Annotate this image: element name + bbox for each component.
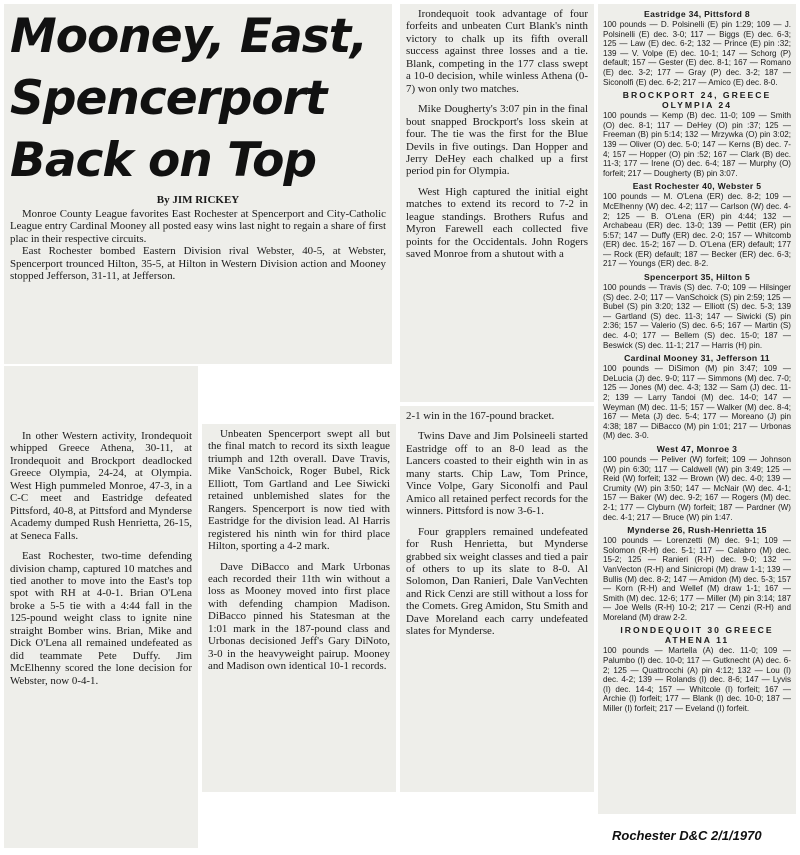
paragraph: East Rochester, two-time defending division champ, captured 10 matches and tied another to move into the East's top spot with RH at 4-0-1. Brian O'Lena broke a 5-5 tie with a 4:44 fall in the 125-pound weight class to ignite nine straight Bomber wins. Brian, Mike and Dick O'Lena all remained undefeated as did teammate Pete Duffy. Jim McElhenny scored the lone decision for Webster, now 0-4-1. [10,550,192,687]
box-score [603,90,791,178]
box-score-results: 100 pounds — M. O'Lena (ER) dec. 8-2; 109 — McElhenny (W) dec. 4-2; 117 — Carlson (W) dec. 4-2; 125 — B. O'Lena (ER) pin 4:44; 132 — Archabeau (ER) dec. 13-0; 139 — Pettit (ER) pin 5:57; 147 — Duffy (ER) dec. 2-0; 157 — Whitcomb (ER) dec. 15-2; 167 — D. O'Lena (ER) default; 177 — Rock (ER) default; 187 — Becker (ER) dec. 6-3; 217 — Youngs (ER) dec. 8-2. [603,192,791,269]
paragraph: 2-1 win in the 167-pound bracket. [406,410,555,422]
clipping-column-1 [4,366,198,848]
paragraph: Monroe County League favorites East Rochester at Spencerport and City-Catholic League entry Cardinal Mooney all posted easy wins last night to regain a share of first plac in their respective circuits. [10,208,386,245]
lead-paragraphs [4,208,392,283]
box-score-heading: East Rochester 40, Webster 5 [632,181,762,192]
box-score-heading: Spencerport 35, Hilton 5 [643,272,751,283]
paragraph: Mike Dougherty's 3:07 pin in the final bout snapped Brockport's loss skein at four. The tie was the first for the Blue Devils in five outings. Dan Hopper and Jerry DeHey each chalked up a first period pin for Olympia. [406,103,588,178]
paragraph: East Rochester bombed Eastern Division rival Webster, 40-5, at Webster, Spencerport trounced Hilton, 35-5, at Hilton in Western Division action and Mooney stopped Jefferson, 31-11, at Jefferson. [10,245,386,283]
box-score-heading: West 47, Monroe 3 [656,443,738,454]
headline-line-2: Spencerport [10,71,327,126]
byline: By JIM RICKEY [156,194,240,206]
box-score-results: 100 pounds — Kemp (B) dec. 11-0; 109 — Smith (O) dec. 8-1; 117 — DeHey (O) pin :37; 125 — Freeman (B) pin 5:14; 132 — Mrzywka (O) pin 3:02; 139 — Oliver (O) dec. 5-0; 147 — Kerns (B) dec. 7-4; 157 — Hopper (O) pin :52; 167 — Clark (B) dec. 11-3; 177 — Irene (O) dec. 6-4; 187 — Murphy (O) forfeit; 217 — Dougherty (B) pin 3:07. [603,111,791,178]
box-score-heading: Eastridge 34, Pittsford 8 [644,9,750,19]
box-score-heading: IRONDEQUOIT 30 GREECE ATHENA 11 [620,625,774,646]
box-score-results: 100 pounds — DiSimon (M) pin 3:47; 109 — DeLucia (J) dec. 9-0; 117 — Simmons (M) dec. 7-0; 125 — Jones (M) dec. 4-3; 132 — Sam (J) dec. 11-2; 139 — Larry Tandoi (M) dec. 14-0; 147 — Weyman (M) dec. 11-5; 157 — Walker (M) dec. 8-4; 167 — Meta (J) dec. 5-4; 177 — Moreano (J) pin 4:38; 187 — DiBacco (M) pin 1:01; 217 — Urbonas (M) dec. 3-0. [603,364,791,441]
box-score [603,272,791,350]
paragraph: West High captured the initial eight matches to extend its record to 7-2 in league standings. Brothers Rufus and Myron Farewell each collected five points for the Occidentals. John Rogers saved Monroe from a shutout with a [406,185,588,261]
box-score-heading: Mynderse 26, Rush-Henrietta 15 [627,525,767,536]
paragraph: Unbeaten Spencerport swept all but the final match to record its sixth league triumph and 12th overall. Dave Travis, Mike VanSchoick, Roger Bubel, Rick Elliott, Tom Gartland and Lee Siwicki retained unblemished slates for the Rangers. Spencerport is now tied with Eastridge for the division lead. Al Harris registered his ninth win for third place Hilton, sporting a 4-2 mark. [208,428,390,553]
box-score [603,9,791,87]
box-score [603,444,791,522]
clipping-box-scores [598,4,796,814]
paragraph: Irondequoit took advantage of four forfeits and unbeaten Curt Blank's ninth victory to chalk up its fifth overall success against three losses and a tie. Blank, competing in the 177 class swept a 10-0 decision, while winless Athena (0-7) won only two matches. [406,8,588,95]
clipping-headline [4,4,392,364]
clipping-column-3-top [400,4,594,402]
box-score [603,525,791,622]
paragraph: Four grapplers remained undefeated for Rush Henrietta, but Mynderse grabbed six weight classes and tied a pair of others to up its slate to 8-0. Al Solomon, Dan Ranieri, Dale VanVechten and Rick Cenzi are still without a loss for the Comets. Greg Amidon, Stu Smith and Dave Moreland each carry undefeated slates for Mynderse. [406,525,588,638]
box-score-results: 100 pounds — D. Polsinelli (E) pin 1:29; 109 — J. Polsinelli (E) dec. 3-0; 117 — Biggs (E) dec. 6-3; 125 — Law (E) dec. 6-2; 132 — Prince (E) pin :32; 139 — V. Volpe (E) dec. 10-1; 147 — Schorg (P) default; 157 — Gester (E) dec. 8-1; 167 — Romano (E) dec. 3-2; 177 — Gray (P) dec. 3-2; 187 — Siconolfi (E) dec. 6-2; 217 — Amico (E) dec. 8-0. [603,20,791,87]
paragraph: In other Western activity, Irondequoit whipped Greece Athena, 30-11, at Irondequoit and Brockport deadlocked Greece Olympia, 24-24, at Olympia. West High pummeled Monroe, 47-3, in a C-C meet and Eastridge defeated Pittsford, 40-8, at Pittsford and Mynderse Academy dumped Rush Henrietta, 26-15, at Seneca Falls. [10,430,192,542]
box-score-heading: Cardinal Mooney 31, Jefferson 11 [624,353,770,364]
box-score [603,353,791,441]
box-score-heading: BROCKPORT 24, GREECE OLYMPIA 24 [622,90,772,111]
box-score [603,181,791,269]
clipping-column-2 [202,424,396,792]
source-caption: Rochester D&C 2/1/1970 [612,828,762,843]
box-score-results: 100 pounds — Travis (S) dec. 7-0; 109 — Hilsinger (S) dec. 2-0; 117 — VanSchoick (S) pin 2:59; 125 — Bubel (S) pin 3:20; 132 — Elliott (S) dec. 5-3; 139 — Gartland (S) dec. 11-3; 147 — Siwicki (S) pin 2:36; 157 — Valerio (S) dec. 6-5; 167 — Martin (S) dec. 4-0; 177 — Bellem (S) dec. 15-0; 187 — Beswick (S) dec. 11-1; 217 — Harris (H) pin. [603,283,791,350]
box-score-results: 100 pounds — Martella (A) dec. 11-0; 109 — Palumbo (I) dec. 10-0; 117 — Gutknecht (A) dec. 6-2; 125 — Quattrocchi (A) pin 4:12; 132 — Lou (I) dec. 4-2; 139 — Rolands (I) dec. 8-6; 147 — Lyvis (I) dec. 14-4; 157 — Whitcole (I) forfeit; 167 — Archie (I) forfeit; 177 — Blank (I) dec. 10-0; 187 — Miller (I) forfeit; 217 — Eveland (I) forfeit. [603,646,791,714]
paragraph: Dave DiBacco and Mark Urbonas each recorded their 11th win without a loss as Mooney moved into first place with defending champion Madison. DiBacco pinned his Statesman at the 1:01 mark in the 187-pound class and Urbonas decisioned Jeff's Gary DiNoto, 3-0 in the heavyweight pairup. Mooney and Madison own identical 10-1 records. [208,560,390,673]
headline-line-1: Mooney, East, [10,9,368,64]
paragraph: Twins Dave and Jim Polsineeli started Eastridge off to an 8-0 lead as the Lancers coasted to their eighth win in as many starts. Chip Law, Tom Prince, Vince Volpe, Gary Siconolfi and Paul Amico all retained perfect records for the winners. Pittsford is now 3-6-1. [406,430,588,518]
box-score-results: 100 pounds — Lorenzetti (M) dec. 9-1; 109 — Solomon (R-H) dec. 5-1; 117 — Calabro (M) dec. 15-2; 125 — Ranieri (R-H) dec. 9-0; 132 — VanVecton (R-H) and Sinicropi (M) draw 1-1; 139 — Bullis (M) dec. 8-2; 147 — Amidon (M) dec. 5-3; 157 — Korn (R-H) and Wellef (M) draw 1-1; 167 — Smith (M) dec. 12-6; 177 — Miller (M) pin 3:14; 187 — Joe Wells (R-H) 10-2; 217 — Cenzi (R-H) and Moreland (M) draw 2-2. [603,536,791,622]
box-score [603,625,791,713]
headline [4,4,392,190]
box-score-results: 100 pounds — Peliver (W) forfeit; 109 — Johnson (W) pin 6:30; 117 — Caldwell (W) pin 3:49; 125 — Reid (W) forfeit; 132 — Brown (W) dec. 4-0; 139 — Crumity (W) pin 3:50; 147 — McNair (W) dec. 4-1; 157 — Baker (W) dec. 9-2; 167 — Rogers (M) dec. 2-1; 177 — Clyburn (W) forfeit; 187 — Pardner (W) dec. 4-1; 217 — Bruce (W) pin 1:47. [603,454,791,522]
headline-line-3: Back on Top [10,133,317,188]
clipping-column-3-bottom [400,406,594,792]
